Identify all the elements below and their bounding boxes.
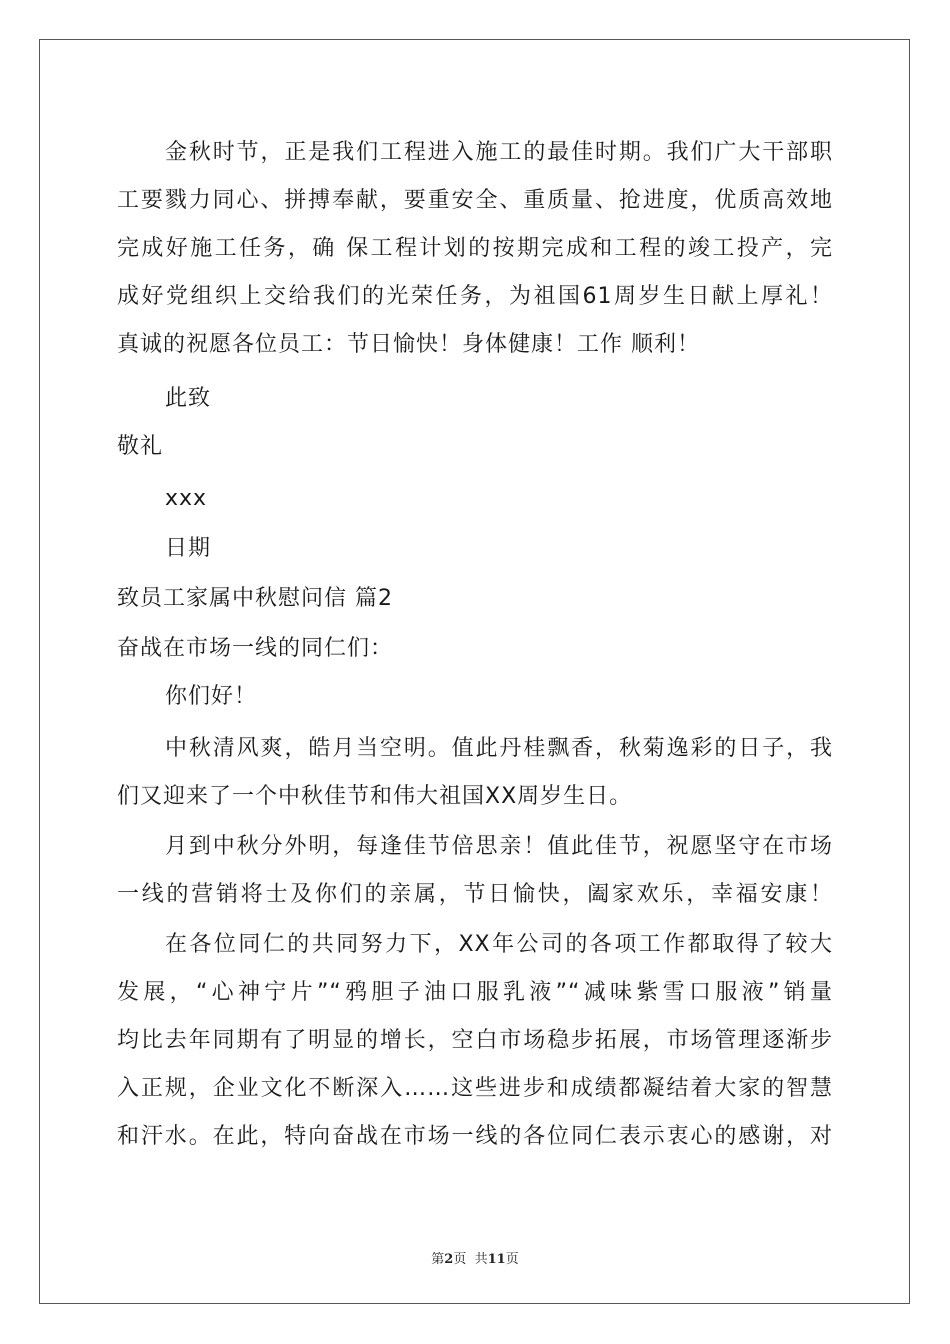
paragraph-line: 一线的营销将士及你们的亲属，节日愉快，阖家欢乐，幸福安康！: [117, 882, 833, 907]
paragraph-line: 月到中秋分外明，每逢佳节倍思亲！值此佳节，祝愿坚守在市场: [165, 834, 833, 859]
addressee: 奋战在市场一线的同仁们：: [117, 636, 394, 661]
closing-regards: 敬礼: [117, 434, 164, 459]
page-footer: [0, 1248, 950, 1267]
paragraph-line: 均比去年同期有了明显的增长，空白市场稳步拓展，市场管理逐渐步: [117, 1028, 833, 1053]
section-title: 致员工家属中秋慰问信 篇2: [117, 586, 393, 611]
paragraph-line: 成好党组织上交给我们的光荣任务，为祖国61周岁生日献上厚礼！: [117, 284, 833, 309]
paragraph-line: 在各位同仁的共同努力下，XX年公司的各项工作都取得了较大: [165, 932, 833, 957]
paragraph-line: 真诚的祝愿各位员工：节日愉快！身体健康！工作 顺利！: [117, 332, 700, 357]
paragraph-line: 完成好施工任务，确 保工程计划的按期完成和工程的竣工投产，完: [117, 236, 833, 261]
paragraph-line: 工要戮力同心、拼搏奉献，要重安全、重质量、抢进度，优质高效地: [117, 188, 833, 213]
paragraph-line: 们又迎来了一个中秋佳节和伟大祖国XX周岁生日。: [117, 784, 633, 809]
footer-suffix: 页: [505, 1252, 519, 1267]
current-page-number: 2: [444, 1252, 454, 1267]
paragraph-line: 中秋清风爽，皓月当空明。值此丹桂飘香，秋菊逸彩的日子，我: [165, 736, 833, 761]
footer-prefix: 第: [431, 1252, 445, 1267]
closing-salutation: 此致: [165, 386, 212, 411]
signature-date: 日期: [165, 536, 212, 561]
paragraph-line: 发展，“心神宁片”“鸦胆子油口服乳液”“减味紫雪口服液”销量: [117, 980, 833, 1005]
paragraph-line: 和汗水。在此，特向奋战在市场一线的各位同仁表示衷心的感谢，对: [117, 1124, 833, 1149]
signature-name: xxx: [165, 486, 208, 511]
paragraph-line: 入正规，企业文化不断深入……这些进步和成绩都凝结着大家的智慧: [117, 1076, 833, 1101]
paragraph-line: 金秋时节，正是我们工程进入施工的最佳时期。我们广大干部职: [165, 140, 833, 165]
footer-mid: 页 共: [453, 1252, 488, 1267]
greeting: 你们好！: [165, 684, 258, 709]
total-page-count: 11: [487, 1252, 506, 1267]
